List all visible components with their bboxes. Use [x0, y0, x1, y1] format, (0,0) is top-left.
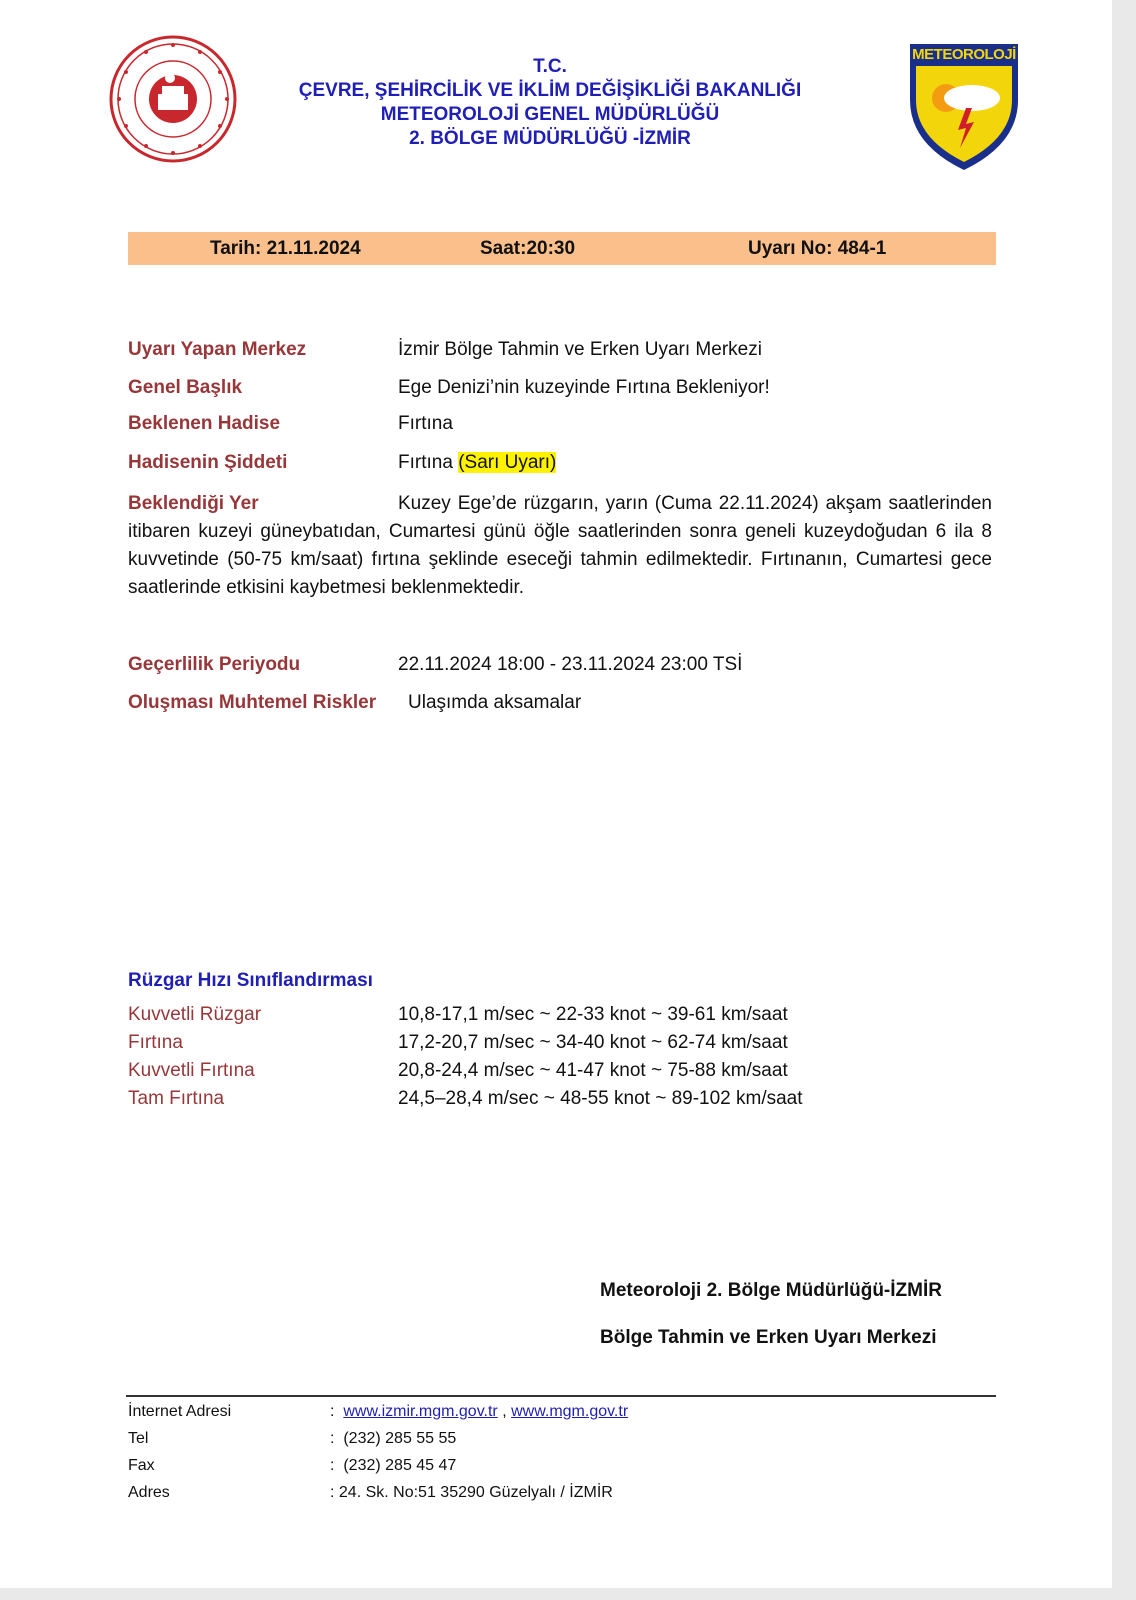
- logo-text: METEOROLOJİ: [912, 46, 1016, 63]
- location-paragraph: [128, 490, 992, 602]
- meteoroloji-shield-logo: [906, 40, 1022, 179]
- risks-label: Oluşması Muhtemel Riskler: [128, 692, 377, 713]
- link-separator: ,: [502, 1403, 507, 1420]
- location-label: Beklendiği Yer: [128, 493, 259, 514]
- location-text: Kuzey Ege’de rüzgarın, yarın (Cuma 22.11.2024) akşam saatlerinden itibaren kuzeyi güneybatıdan, Cumartesi günü öğle saatlerinden sonra geneli kuzeydoğudan 6 ila 8 kuvvetinde (50-75 km/saat) fırtına şeklinde eseceği tahmin edilmektedir. Fırtınanın, Cumartesi gece saatlerinde etkisini kaybetmesi beklenmektedir.: [128, 493, 992, 598]
- address-text: 24. Sk. No:51 35290 Güzelyalı / İZMİR: [338, 1484, 613, 1501]
- footer-divider: [126, 1395, 996, 1397]
- internet-value: [330, 1403, 628, 1421]
- signature-office: Meteoroloji 2. Bölge Müdürlüğü-İZMİR: [600, 1280, 942, 1301]
- warning-number: Uyarı No: 484-1: [748, 238, 887, 259]
- wind-class-name: Kuvvetli Fırtına: [128, 1060, 255, 1081]
- signature-center: Bölge Tahmin ve Erken Uyarı Merkezi: [600, 1327, 937, 1348]
- severity-text: Fırtına: [398, 452, 459, 473]
- separator: :: [330, 1403, 335, 1420]
- wind-classification-title: Rüzgar Hızı Sınıflandırması: [128, 970, 373, 991]
- validity-label: Geçerlilik Periyodu: [128, 654, 301, 675]
- severity-value: [398, 452, 556, 474]
- header-directorate: METEOROLOJİ GENEL MÜDÜRLÜĞÜ: [380, 104, 720, 125]
- address-label: Adres: [128, 1484, 170, 1501]
- info-bar: [128, 232, 996, 265]
- tel-label: Tel: [128, 1430, 149, 1447]
- title-value: Ege Denizi’nin kuzeyinde Fırtına Bekleniyor!: [398, 377, 770, 398]
- address-value: [330, 1484, 613, 1502]
- wind-class-value: 20,8-24,4 m/sec ~ 41-47 knot ~ 75-88 km/saat: [398, 1060, 788, 1081]
- fax-label: Fax: [128, 1457, 155, 1474]
- center-label: Uyarı Yapan Merkez: [128, 339, 307, 360]
- title-label: Genel Başlık: [128, 377, 243, 398]
- mgm-website-link[interactable]: www.mgm.gov.tr: [511, 1403, 629, 1420]
- fax-value: [330, 1457, 456, 1475]
- separator: :: [330, 1430, 335, 1447]
- wind-class-name: Fırtına: [128, 1032, 183, 1053]
- separator: :: [330, 1457, 335, 1474]
- ministry-seal-logo: [108, 34, 238, 169]
- tel-number: (232) 285 55 55: [343, 1430, 457, 1447]
- header-regional: 2. BÖLGE MÜDÜRLÜĞÜ -İZMİR: [409, 128, 691, 149]
- center-value: İzmir Bölge Tahmin ve Erken Uyarı Merkezi: [398, 339, 762, 360]
- tel-value: [330, 1430, 456, 1448]
- time-text: Saat:20:30: [480, 238, 576, 259]
- yellow-warning-highlight: (Sarı Uyarı): [458, 452, 557, 473]
- wind-class-value: 17,2-20,7 m/sec ~ 34-40 knot ~ 62-74 km/saat: [398, 1032, 788, 1053]
- izmir-website-link[interactable]: www.izmir.mgm.gov.tr: [343, 1403, 498, 1420]
- wind-class-name: Kuvvetli Rüzgar: [128, 1004, 262, 1025]
- wind-class-name: Tam Fırtına: [128, 1088, 225, 1109]
- wind-class-value: 10,8-17,1 m/sec ~ 22-33 knot ~ 39-61 km/saat: [398, 1004, 788, 1025]
- date-text: Tarih: 21.11.2024: [210, 238, 361, 259]
- validity-value: 22.11.2024 18:00 - 23.11.2024 23:00 TSİ: [398, 654, 743, 675]
- severity-label: Hadisenin Şiddeti: [128, 452, 288, 473]
- wind-class-value: 24,5–28,4 m/sec ~ 48-55 knot ~ 89-102 km/saat: [398, 1088, 803, 1109]
- fax-number: (232) 285 45 47: [343, 1457, 457, 1474]
- separator: :: [330, 1484, 335, 1501]
- header-ministry: ÇEVRE, ŞEHİRCİLİK VE İKLİM DEĞİŞİKLİĞİ BAKANLIĞI: [298, 80, 802, 101]
- event-label: Beklenen Hadise: [128, 413, 281, 434]
- risks-value: Ulaşımda aksamalar: [408, 692, 582, 713]
- header-tc: T.C.: [533, 56, 567, 77]
- internet-label: İnternet Adresi: [128, 1403, 232, 1420]
- event-value: Fırtına: [398, 413, 453, 434]
